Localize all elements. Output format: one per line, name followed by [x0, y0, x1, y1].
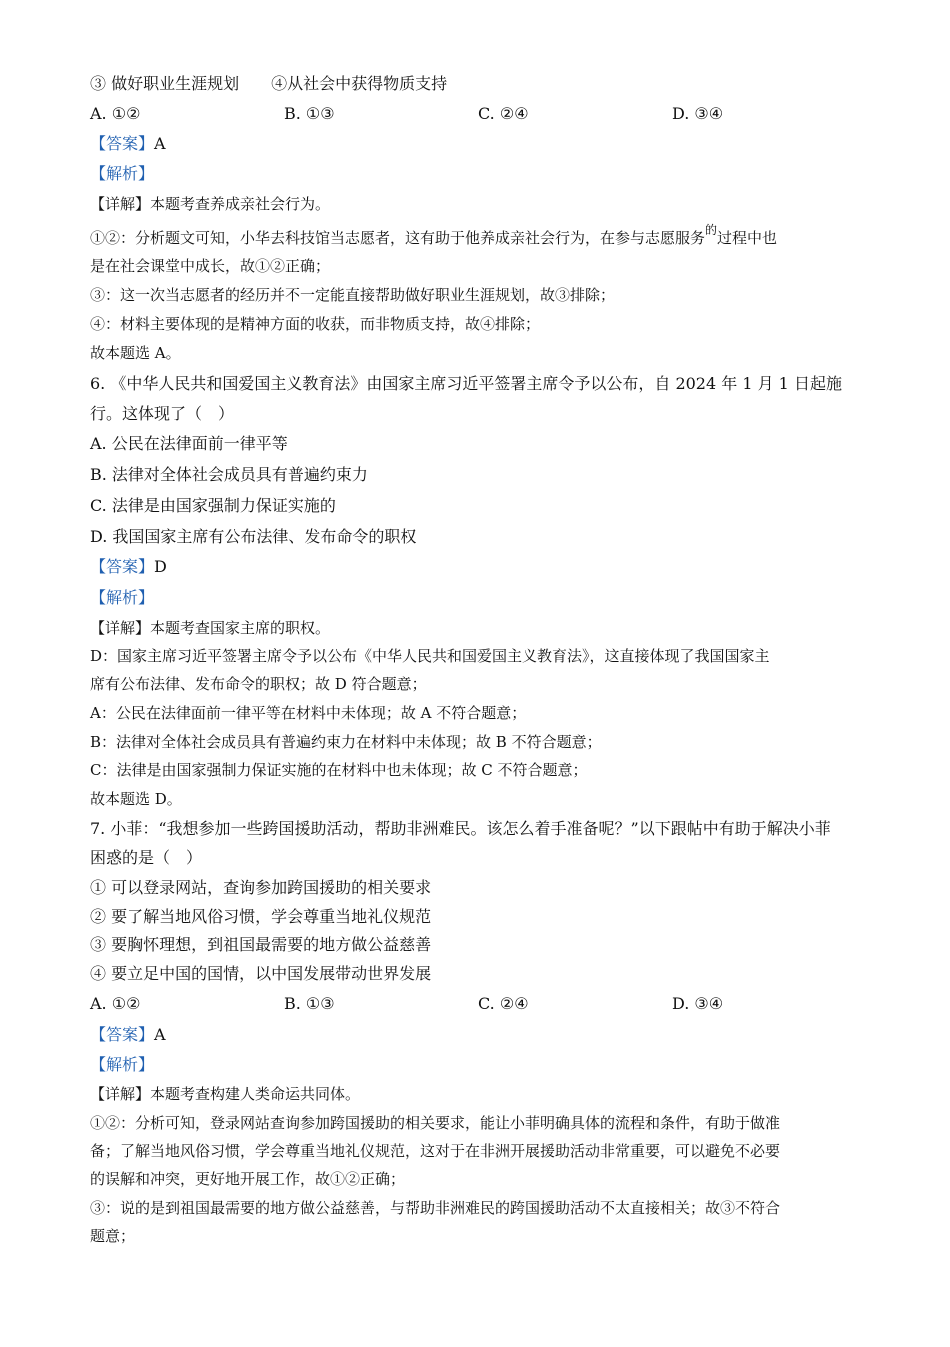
- q5-option-d: D. ③④: [672, 104, 724, 123]
- q6-conclusion: 故本题选 D。: [90, 790, 182, 808]
- q7-statement-3: ③ 要胸怀理想，到祖国最需要的地方做公益慈善: [90, 935, 432, 954]
- q7-option-a: A. ①②: [90, 994, 141, 1013]
- q7-analysis-line-3: 的误解和冲突，更好地开展工作，故①②正确；: [90, 1170, 406, 1188]
- q5-detail: [90, 193, 330, 215]
- q6-detail: [90, 617, 330, 639]
- detail-label: 【详解】: [90, 195, 151, 213]
- q6-option-a: A. 公民在法律面前一律平等: [90, 434, 288, 453]
- answer-label: 【答案】: [90, 1025, 155, 1044]
- q5-option-a: A. ①②: [90, 104, 141, 123]
- q5-option-c: C. ②④: [478, 104, 529, 123]
- q5-conclusion: 故本题选 A。: [90, 344, 181, 362]
- answer-value: A: [154, 134, 166, 153]
- q6-option-c: C. 法律是由国家强制力保证实施的: [90, 496, 336, 515]
- q7-option-b: B. ①③: [284, 994, 335, 1013]
- q7-option-c: C. ②④: [478, 994, 529, 1013]
- q6-analysis-line-1: D：国家主席习近平签署主席令予以公布《中华人民共和国爱国主义教育法》，这直接体现了我国国家主: [90, 647, 770, 665]
- q6-analysis-line-3: A：公民在法律面前一律平等在材料中未体现；故 A 不符合题意；: [90, 704, 527, 722]
- detail-label: 【详解】: [90, 1085, 151, 1103]
- detail-label: 【详解】: [90, 619, 151, 637]
- q7-analysis-line-1: ①②：分析可知，登录网站查询参加跨国援助的相关要求，能让小菲明确具体的流程和条件，有助于做准: [90, 1114, 781, 1132]
- answer-label: 【答案】: [90, 557, 155, 576]
- detail-text: 本题考查国家主席的职权。: [150, 619, 331, 637]
- answer-value: A: [154, 1025, 166, 1044]
- q7-option-d: D. ③④: [672, 994, 724, 1013]
- q6-analysis-line-4: B：法律对全体社会成员具有普遍约束力在材料中未体现；故 B 不符合题意；: [90, 733, 602, 751]
- q5-answer: [90, 133, 166, 155]
- q5-statement-tail: ③ 做好职业生涯规划 ④从社会中获得物质支持: [90, 74, 448, 93]
- q6-answer: [90, 556, 167, 578]
- answer-value: D: [154, 557, 167, 576]
- q6-analysis-line-5: C：法律是由国家强制力保证实施的在材料中也未体现；故 C 不符合题意；: [90, 761, 588, 779]
- q7-analysis-line-4: ③：说的是到祖国最需要的地方做公益慈善，与帮助非洲难民的跨国援助活动不太直接相关；故③不符合: [90, 1199, 781, 1217]
- q6-option-b: B. 法律对全体社会成员具有普遍约束力: [90, 465, 368, 484]
- q7-analysis-label: 【解析】: [90, 1055, 155, 1074]
- q5-analysis-line-1: [90, 223, 778, 250]
- q6-stem-line-2: 行。这体现了（ ）: [90, 404, 235, 423]
- q6-option-d: D. 我国国家主席有公布法律、发布命令的职权: [90, 527, 417, 546]
- q7-answer: [90, 1024, 166, 1046]
- q7-statement-4: ④ 要立足中国的国情，以中国发展带动世界发展: [90, 964, 432, 983]
- q5-option-b: B. ①③: [284, 104, 335, 123]
- q7-stem-line-2: 困惑的是（ ）: [90, 848, 203, 867]
- q5-analysis-label: 【解析】: [90, 164, 155, 183]
- q7-detail: [90, 1083, 360, 1105]
- q7-analysis-line-2: 备；了解当地风俗习惯，学会尊重当地礼仪规范，这对于在非洲开展援助活动非常重要，可以避免不必要: [90, 1142, 781, 1160]
- detail-text: 本题考查构建人类命运共同体。: [150, 1085, 361, 1103]
- q5-analysis-line-2: 是在社会课堂中成长，故①②正确；: [90, 257, 331, 275]
- q5-analysis-line-4: ④：材料主要体现的是精神方面的收获，而非物质支持，故④排除；: [90, 315, 541, 333]
- analysis-text: 过程中也: [717, 229, 778, 247]
- q6-analysis-label: 【解析】: [90, 588, 155, 607]
- q6-stem-line-1: 6. 《中华人民共和国爱国主义教育法》由国家主席习近平签署主席令予以公布，自 2024 年 1 月 1 日起施: [90, 374, 842, 393]
- q7-statement-1: ① 可以登录网站，查询参加跨国援助的相关要求: [90, 878, 432, 897]
- q5-analysis-line-3: ③：这一次当志愿者的经历并不一定能直接帮助做好职业生涯规划，故③排除；: [90, 286, 616, 304]
- q7-statement-2: ② 要了解当地风俗习惯，学会尊重当地礼仪规范: [90, 907, 432, 926]
- q6-analysis-line-2: 席有公布法律、发布命令的职权；故 D 符合题意；: [90, 675, 427, 693]
- answer-label: 【答案】: [90, 134, 155, 153]
- q7-analysis-line-5: 题意；: [90, 1227, 136, 1245]
- superscript-char: 的: [705, 223, 718, 237]
- analysis-text: ①②：分析题文可知，小华去科技馆当志愿者，这有助于他养成亲社会行为，在参与志愿服务: [90, 229, 706, 247]
- detail-text: 本题考查养成亲社会行为。: [150, 195, 331, 213]
- q7-stem-line-1: 7. 小菲：“我想参加一些跨国援助活动，帮助非洲难民。该怎么着手准备呢？”以下跟帖中有助于解决小菲: [90, 819, 831, 838]
